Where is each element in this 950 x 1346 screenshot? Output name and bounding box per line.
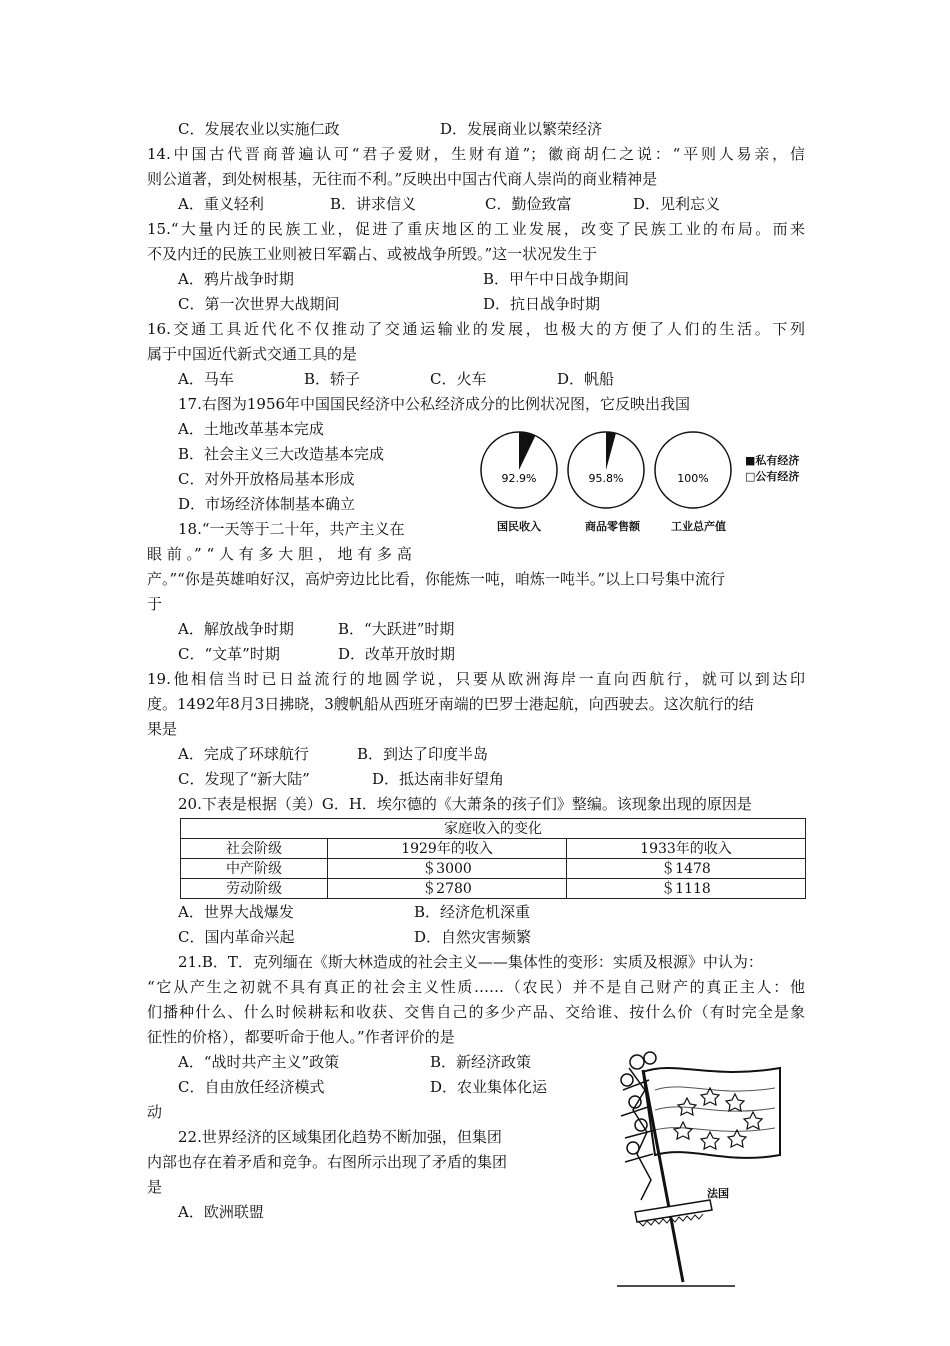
q15-line1: 15.“大量内迁的民族工业，促进了重庆地区的工业发展，改变了民族工业的布局。而来	[147, 220, 805, 238]
q19-line3: 果是	[147, 720, 178, 738]
income-table	[180, 818, 806, 899]
q19-line2: 度。1492年8月3日拂晓，3艘帆船从西班牙南端的巴罗士港起航，向西驶去。这次航行的结	[147, 695, 754, 713]
q22-option-a: A．欧洲联盟	[178, 1203, 264, 1221]
q18-line1: 18.“一天等于二十年，共产主义在	[178, 520, 405, 538]
q15-option-d: D．抗日战争时期	[483, 295, 601, 313]
q22-line3: 是	[147, 1178, 163, 1196]
q19-option-d: D．抵达南非好望角	[372, 770, 505, 788]
table-cell: ＄2780	[328, 879, 567, 899]
q17-option-d: D．市场经济体制基本确立	[178, 495, 356, 513]
q14-option-b: B．讲求信义	[330, 195, 417, 213]
pie-value-label: 95.8%	[588, 472, 624, 485]
income-table-header: 1933年的收入	[567, 839, 806, 859]
q14-line2: 则公道著，到处树根基，无往而不利。”反映出中国古代商人崇尚的商业精神是	[147, 170, 658, 188]
q16-line1: 16.交通工具近代化不仅推动了交通运输业的发展，也极大的方便了人们的生活。下列	[147, 320, 805, 338]
q14-option-c: C．勤俭致富	[485, 195, 572, 213]
q18-line4: 于	[147, 595, 163, 613]
pie-caption-national-income: 国民收入	[497, 520, 541, 533]
q20-option-d: D．自然灾害频繁	[414, 928, 532, 946]
q21-option-c: C．自由放任经济模式	[178, 1078, 325, 1096]
legend-public: □公有经济	[745, 470, 800, 483]
q16-option-c: C．火车	[430, 370, 487, 388]
q17-option-a: A．土地改革基本完成	[178, 420, 324, 438]
table-cell: 中产阶级	[181, 859, 328, 879]
q14-option-a: A．重义轻利	[178, 195, 264, 213]
ownership-pie-figure	[475, 420, 820, 545]
q21-option-b: B．新经济政策	[430, 1053, 532, 1071]
q20-option-c: C．国内革命兴起	[178, 928, 295, 946]
table-cell: ＄3000	[328, 859, 567, 879]
q20-option-b: B．经济危机深重	[414, 903, 531, 921]
pie-caption-industrial-output: 工业总产值	[671, 520, 726, 533]
pie-value-label: 100%	[677, 472, 709, 485]
income-table-title: 家庭收入的变化	[181, 819, 806, 839]
q20-line1: 20.下表是根据（美）G．H．埃尔德的《大萧条的孩子们》整编。该现象出现的原因是	[178, 795, 752, 813]
q21-line1: 21.B．T．克列缅在《斯大林造成的社会主义——集体性的变形：实质及根源》中认为：	[178, 953, 763, 971]
q18-option-c: C．“文革”时期	[178, 645, 280, 663]
income-table-header: 社会阶级	[181, 839, 328, 859]
q18-option-b: B．“大跃进”时期	[338, 620, 455, 638]
q16-option-b: B．轿子	[304, 370, 361, 388]
q15-option-b: B．甲午中日战争期间	[483, 270, 630, 288]
q18-line2: 眼 前 。” “ 人 有 多 大 胆 ， 地 有 多 高	[147, 545, 412, 563]
legend-private: ■私有经济	[745, 454, 800, 467]
q19-line1: 19.他相信当时已日益流行的地圆学说，只要从欧洲海岸一直向西航行，就可以到达印	[147, 670, 805, 688]
q22-line1: 22.世界经济的区域集团化趋势不断加强，但集团	[178, 1128, 502, 1146]
cartoon-france-label: 法国	[707, 1187, 729, 1200]
q19-option-c: C．发现了“新大陆”	[178, 770, 310, 788]
q18-option-a: A．解放战争时期	[178, 620, 294, 638]
q13-option-d: D．发展商业以繁荣经济	[440, 120, 603, 138]
q18-line3: 产。”“你是英雄咱好汉，高炉旁边比比看，你能炼一吨，咱炼一吨半。”以上口号集中流行	[147, 570, 726, 588]
q16-option-a: A．马车	[178, 370, 234, 388]
q16-option-d: D．帆船	[557, 370, 615, 388]
q20-option-a: A．世界大战爆发	[178, 903, 294, 921]
q17-option-c: C．对外开放格局基本形成	[178, 470, 355, 488]
q15-option-a: A．鸦片战争时期	[178, 270, 294, 288]
q21-option-d-wrap: 动	[147, 1103, 163, 1121]
eu-flag-cartoon-drawing	[615, 1050, 785, 1290]
pie-value-label: 92.9%	[501, 472, 537, 485]
table-cell: 劳动阶级	[181, 879, 328, 899]
pie-caption-retail-sales: 商品零售额	[585, 520, 640, 533]
q21-line4: 征性的价格），都要听命于他人。”作者评价的是	[147, 1028, 455, 1046]
table-row	[181, 859, 806, 879]
q17-option-b: B．社会主义三大改造基本完成	[178, 445, 385, 463]
q18-option-d: D．改革开放时期	[338, 645, 456, 663]
pie-circle	[655, 432, 731, 508]
q15-line2: 不及内迁的民族工业则被日军霸占、或被战争所毁。”这一状况发生于	[147, 245, 598, 263]
table-row	[181, 879, 806, 899]
q16-line2: 属于中国近代新式交通工具的是	[147, 345, 358, 363]
income-table-header: 1929年的收入	[328, 839, 567, 859]
q21-option-a: A．“战时共产主义”政策	[178, 1053, 340, 1071]
q19-option-a: A．完成了环球航行	[178, 745, 309, 763]
q13-option-c: C．发展农业以实施仁政	[178, 120, 340, 138]
q14-option-d: D．见利忘义	[633, 195, 721, 213]
q22-line2: 内部也存在着矛盾和竞争。右图所示出现了矛盾的集团	[147, 1153, 508, 1171]
q14-line1: 14.中国古代晋商普遍认可“君子爱财，生财有道”；徽商胡仁之说：“平则人易亲，信	[147, 145, 805, 163]
q21-line3: 们播种什么、什么时候耕耘和收获、交售自己的多少产品、交给谁、按什么价（有时完全是象	[147, 1003, 805, 1021]
q19-option-b: B．到达了印度半岛	[357, 745, 489, 763]
q21-line2: “它从产生之初就不具有真正的社会主义性质……（农民）并不是自己财产的真正主人：他	[147, 978, 805, 996]
table-cell: ＄1478	[567, 859, 806, 879]
q15-option-c: C．第一次世界大战期间	[178, 295, 340, 313]
q17-line1: 17.右图为1956年中国国民经济中公私经济成分的比例状况图，它反映出我国	[178, 395, 691, 413]
table-cell: ＄1118	[567, 879, 806, 899]
q21-option-d: D．农业集体化运	[430, 1078, 548, 1096]
eu-flag-cartoon	[615, 1050, 785, 1290]
